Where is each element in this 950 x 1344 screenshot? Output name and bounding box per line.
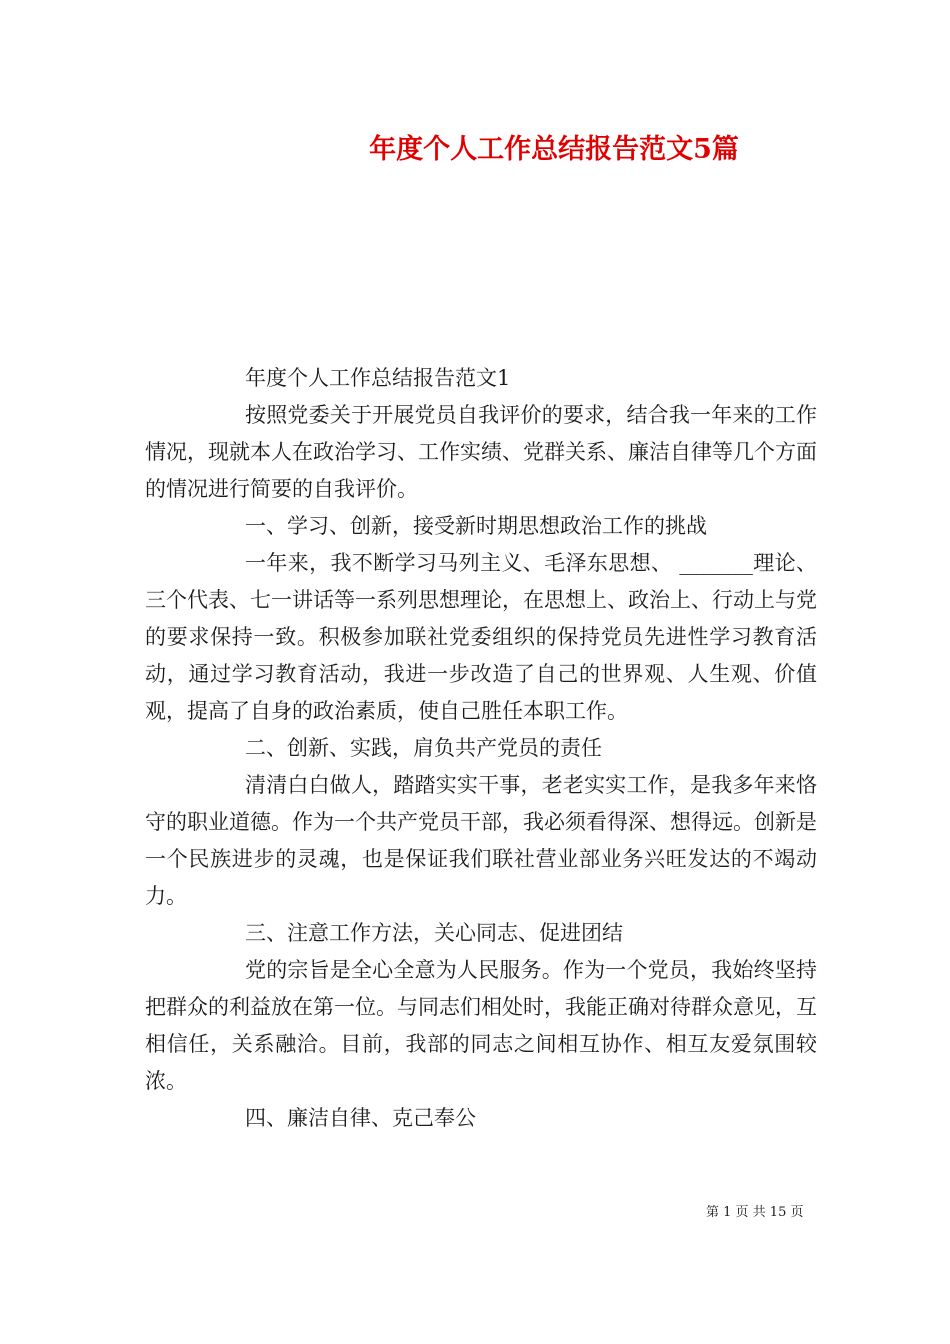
- document-subtitle: 年度个人工作总结报告范文1: [245, 366, 511, 390]
- section-1-heading: 一、学习、创新，接受新时期思想政治工作的挑战: [245, 514, 707, 538]
- section-2-body: 清清白白做人，踏踏实实干事，老老实实工作，是我多年来恪守的职业道德。作为一个共产党员干部，我必须看得深、想得远。创新是一个民族进步的灵魂，也是保证我们联社营业部业务兴旺发达的不竭动力。: [145, 773, 817, 908]
- section-1-body: 一年来，我不断学习马列主义、毛泽东思想、 _______理论、三个代表、七一讲话等一系列思想理论，在思想上、政治上、行动上与党的要求保持一致。积极参加联社党委组织的保持党员先进性学习教育活动，通过学习教育活动，我进一步改造了自己的世界观、人生观、价值观，提高了自身的政治素质，使自己胜任本职工作。: [145, 551, 817, 723]
- document-body: [145, 360, 817, 1137]
- intro-paragraph: 按照党委关于开展党员自我评价的要求，结合我一年来的工作情况，现就本人在政治学习、工作实绩、党群关系、廉洁自律等几个方面的情况进行简要的自我评价。: [145, 403, 817, 501]
- page-number: 第 1 页 共 15 页: [706, 1205, 804, 1220]
- section-3-heading: 三、注意工作方法，关心同志、促进团结: [245, 921, 623, 945]
- section-3-body: 党的宗旨是全心全意为人民服务。作为一个党员，我始终坚持把群众的利益放在第一位。与同志们相处时，我能正确对待群众意见，互相信任，关系融洽。目前，我部的同志之间相互协作、相互友爱氛围较浓。: [145, 958, 817, 1093]
- section-2-heading: 二、创新、实践，肩负共产党员的责任: [245, 736, 602, 760]
- document-title: 年度个人工作总结报告范文5篇: [369, 134, 739, 165]
- section-4-heading: 四、廉洁自律、克己奉公: [245, 1106, 476, 1130]
